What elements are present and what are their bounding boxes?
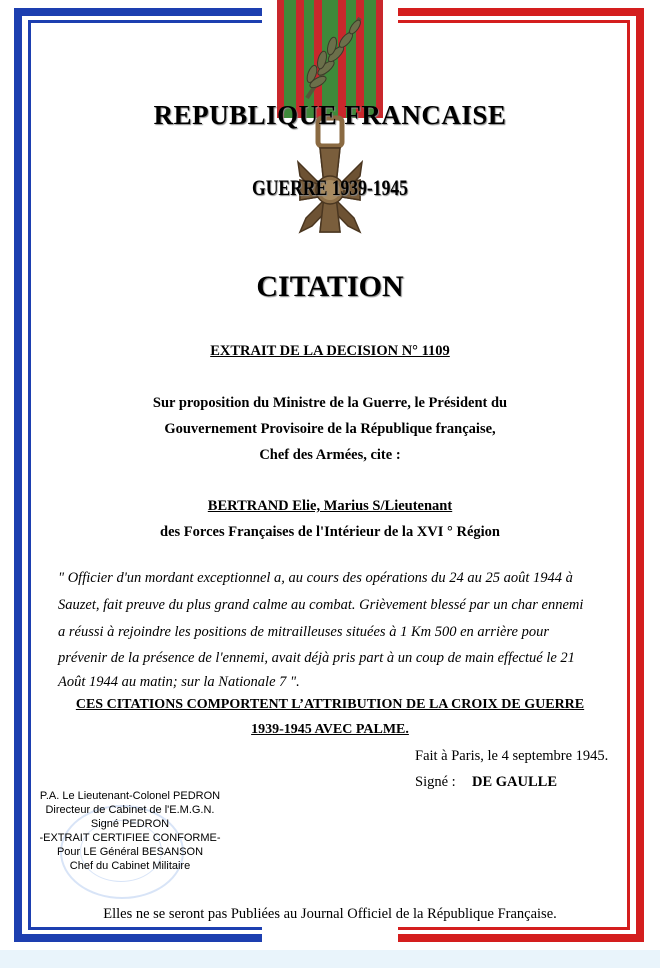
citation-text-line: a réussi à rejoindre les positions de mitrailleuses situées à 1 Km 500 en arrière pour <box>58 624 549 640</box>
inner-border-blue-top <box>28 20 262 23</box>
border-blue-bottom <box>14 934 262 942</box>
certification-line: P.A. Le Lieutenant-Colonel PEDRON <box>39 790 221 802</box>
citation-text-line: " Officier d'un mordant exceptionnel a, au cours des opérations du 24 au 25 août 1944 à <box>58 570 573 586</box>
place-date: Fait à Paris, le 4 septembre 1945. <box>415 748 609 764</box>
certification-line: Signé PEDRON <box>90 818 170 830</box>
footer-note: Elles ne se seront pas Publiées au Journal Officiel de la République Française. <box>103 906 557 922</box>
republic-heading: REPUBLIQUE FRANCAISE <box>153 100 507 130</box>
war-heading: GUERRE 1939-1945 <box>252 175 408 200</box>
certification-line: Pour LE Général BESANSON <box>56 846 204 858</box>
border-red-bottom <box>398 934 644 942</box>
inner-border-blue-bottom <box>28 927 262 930</box>
border-blue-top <box>14 8 262 16</box>
citation-text-line: Août 1944 au matin; sur la Nationale 7 ". <box>58 674 300 690</box>
certification-line: Directeur de Cabinet de l'E.M.G.N. <box>45 804 215 816</box>
proposal-line: Gouvernement Provisoire de la République française, <box>164 421 496 437</box>
signed-label: Signé : <box>415 774 456 790</box>
proposal-line: Sur proposition du Ministre de la Guerre, le Président du <box>152 395 508 411</box>
proposal-line: Chef des Armées, cite : <box>259 447 401 463</box>
award-line: CES CITATIONS COMPORTENT L’ATTRIBUTION DE LA CROIX DE GUERRE <box>75 697 585 712</box>
border-red-top <box>398 8 644 16</box>
inner-border-red-top <box>398 20 630 23</box>
inner-border-red-bottom <box>398 927 630 930</box>
citation-text-line: prévenir de la présence de l'ennemi, avait déjà pris part à un coup de main effectué le 21 <box>58 650 575 666</box>
inner-border-red-right <box>627 20 630 930</box>
award-line: 1939-1945 AVEC PALME. <box>251 722 409 737</box>
signed-name: DE GAULLE <box>472 774 558 790</box>
certification-line: Chef du Cabinet Militaire <box>69 860 191 872</box>
citation-text-line: Sauzet, fait preuve du plus grand calme au combat. Grièvement blessé par un char ennemi <box>58 597 584 613</box>
decision-heading: EXTRAIT DE LA DECISION N° 1109 <box>210 343 450 359</box>
certification-line: -EXTRAIT CERTIFIEE CONFORME- <box>39 832 221 844</box>
croix-de-guerre-medal-icon <box>262 0 398 280</box>
recipient-name: BERTRAND Elie, Marius S/Lieutenant <box>207 498 453 514</box>
border-red-right <box>636 8 644 942</box>
citation-heading: CITATION <box>256 270 404 303</box>
recipient-unit: des Forces Françaises de l'Intérieur de la XVI ° Région <box>160 524 500 540</box>
